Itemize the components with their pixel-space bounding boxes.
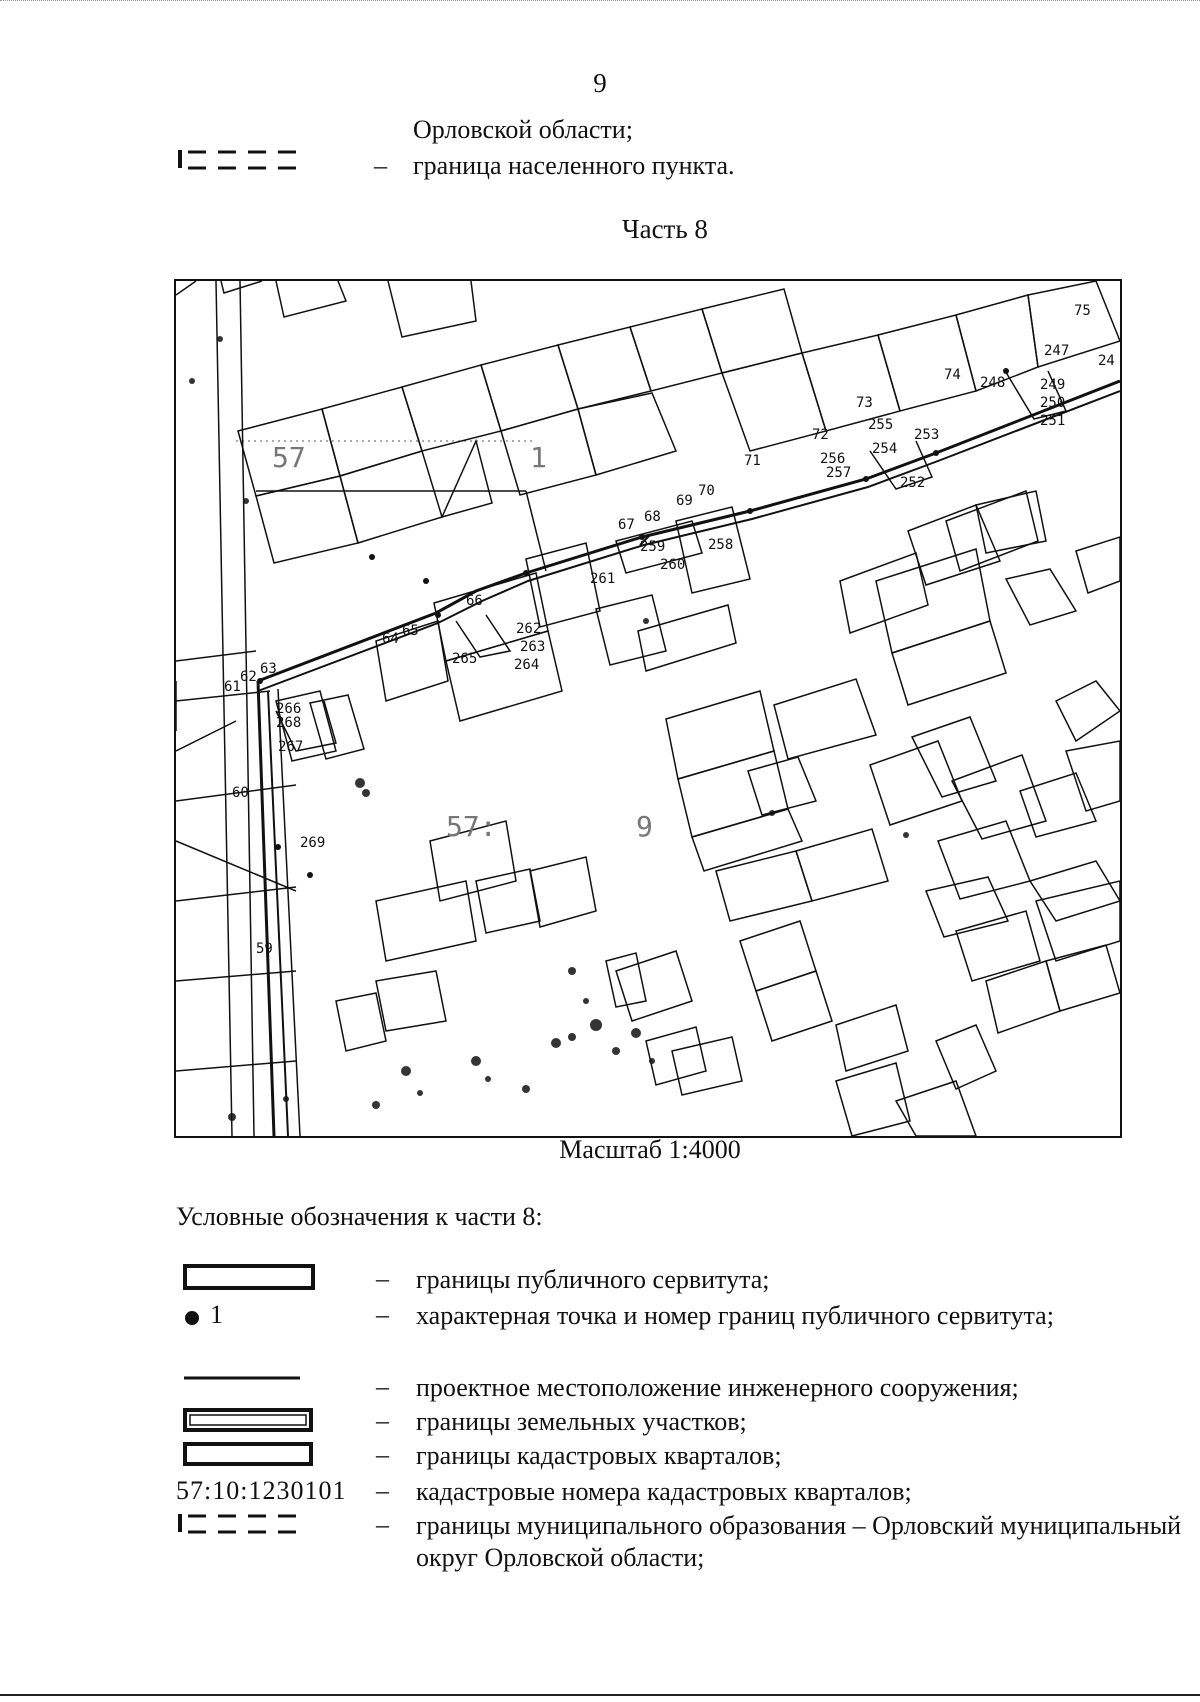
legend-continuation-text: Орловской области; — [413, 115, 633, 144]
top-edge-rule — [0, 0, 1200, 2]
characteristic-point-number: 1 — [210, 1300, 223, 1329]
point-label: 64 — [382, 631, 399, 647]
legend-item — [176, 1300, 1136, 1370]
cadastral-number-label: 9 — [636, 810, 653, 843]
point-label: 60 — [232, 785, 249, 801]
point-label: 63 — [260, 661, 277, 677]
cadastral-number-label: 57 — [272, 441, 306, 474]
point-label: 259 — [640, 539, 666, 555]
cadastral-number-sample: 57:10:1230101 — [176, 1476, 347, 1505]
point-label: 69 — [676, 493, 693, 509]
point-label: 249 — [1040, 377, 1066, 393]
point-label: 266 — [276, 701, 302, 717]
page-number: 9 — [593, 68, 607, 98]
legend-item-text: характерная точка и номер границ публичного сервитута; — [416, 1301, 1054, 1330]
characteristic-point-symbol-icon — [176, 1300, 200, 1330]
point-label: 247 — [1044, 343, 1070, 359]
legend-item-text: кадастровые номера кадастровых кварталов; — [416, 1477, 912, 1506]
legend-dash: – — [376, 1406, 389, 1435]
point-label: 264 — [514, 657, 540, 673]
point-label: 59 — [256, 941, 273, 957]
point-label: 73 — [856, 395, 873, 411]
legend-item-text: проектное местоположение инженерного сооружения; — [416, 1373, 1019, 1402]
point-label: 257 — [826, 465, 852, 481]
legend-item-text: границы муниципального образования – Орловский муниципальный округ Орловской области; — [416, 1511, 1182, 1572]
legend-dash: – — [374, 151, 387, 180]
bottom-edge-rule — [0, 1694, 1200, 1696]
settlement-border-symbol-icon — [178, 146, 303, 174]
point-label: 24 — [1098, 353, 1115, 369]
point-label: 250 — [1040, 395, 1066, 411]
point-label: 74 — [944, 367, 961, 383]
point-label: 260 — [660, 557, 686, 573]
legend-item-text: границы публичного сервитута; — [416, 1265, 770, 1294]
point-label: 248 — [980, 375, 1006, 391]
point-label: 267 — [278, 739, 304, 755]
point-label: 66 — [466, 593, 483, 609]
cadastral-number-label: 57: — [446, 810, 497, 843]
point-label: 269 — [300, 835, 326, 851]
point-label: 263 — [520, 639, 546, 655]
point-label: 262 — [516, 621, 542, 637]
point-label: 70 — [698, 483, 715, 499]
point-label: 256 — [820, 451, 846, 467]
point-label: 67 — [618, 517, 635, 533]
point-label: 251 — [1040, 413, 1066, 429]
legend-item — [176, 1510, 1182, 1580]
public-servitude-border-symbol-icon — [176, 1264, 366, 1294]
point-label: 68 — [644, 509, 661, 525]
legend-item-text: границы кадастровых кварталов; — [416, 1441, 782, 1470]
cadastral-map-drawing — [176, 281, 1120, 1136]
cadastral-number-label: 1 — [530, 441, 547, 474]
point-label: 252 — [900, 475, 926, 491]
legend-dash: – — [376, 1476, 389, 1505]
point-label: 268 — [276, 715, 302, 731]
settlement-border-label: граница населенного пункта. — [413, 151, 735, 180]
point-label: 71 — [744, 453, 761, 469]
cadastral-map — [174, 279, 1122, 1138]
point-label: 61 — [224, 679, 241, 695]
legend-dash: – — [376, 1264, 389, 1293]
legend-dash: – — [376, 1300, 389, 1329]
part-title: Часть 8 — [622, 214, 708, 244]
point-label: 65 — [402, 623, 419, 639]
point-label: 75 — [1074, 303, 1091, 319]
point-label: 258 — [708, 537, 734, 553]
point-label: 254 — [872, 441, 898, 457]
point-label: 261 — [590, 571, 616, 587]
point-label: 62 — [240, 669, 257, 685]
point-label: 253 — [914, 427, 940, 443]
cadastral-quarter-border-symbol-icon — [176, 1440, 366, 1470]
legend-dash: – — [376, 1372, 389, 1401]
legend-item-text: границы земельных участков; — [416, 1407, 747, 1436]
point-label: 255 — [868, 417, 894, 433]
land-plot-border-symbol-icon — [176, 1406, 366, 1436]
point-label: 72 — [812, 427, 829, 443]
municipal-border-symbol-icon — [176, 1510, 366, 1540]
legend-dash: – — [376, 1510, 389, 1539]
legend-dash: – — [376, 1440, 389, 1469]
point-label: 265 — [452, 651, 478, 667]
engineering-structure-line-symbol-icon — [176, 1372, 366, 1402]
map-scale-caption: Масштаб 1:4000 — [559, 1135, 741, 1164]
legend-title: Условные обозначения к части 8: — [176, 1202, 543, 1231]
